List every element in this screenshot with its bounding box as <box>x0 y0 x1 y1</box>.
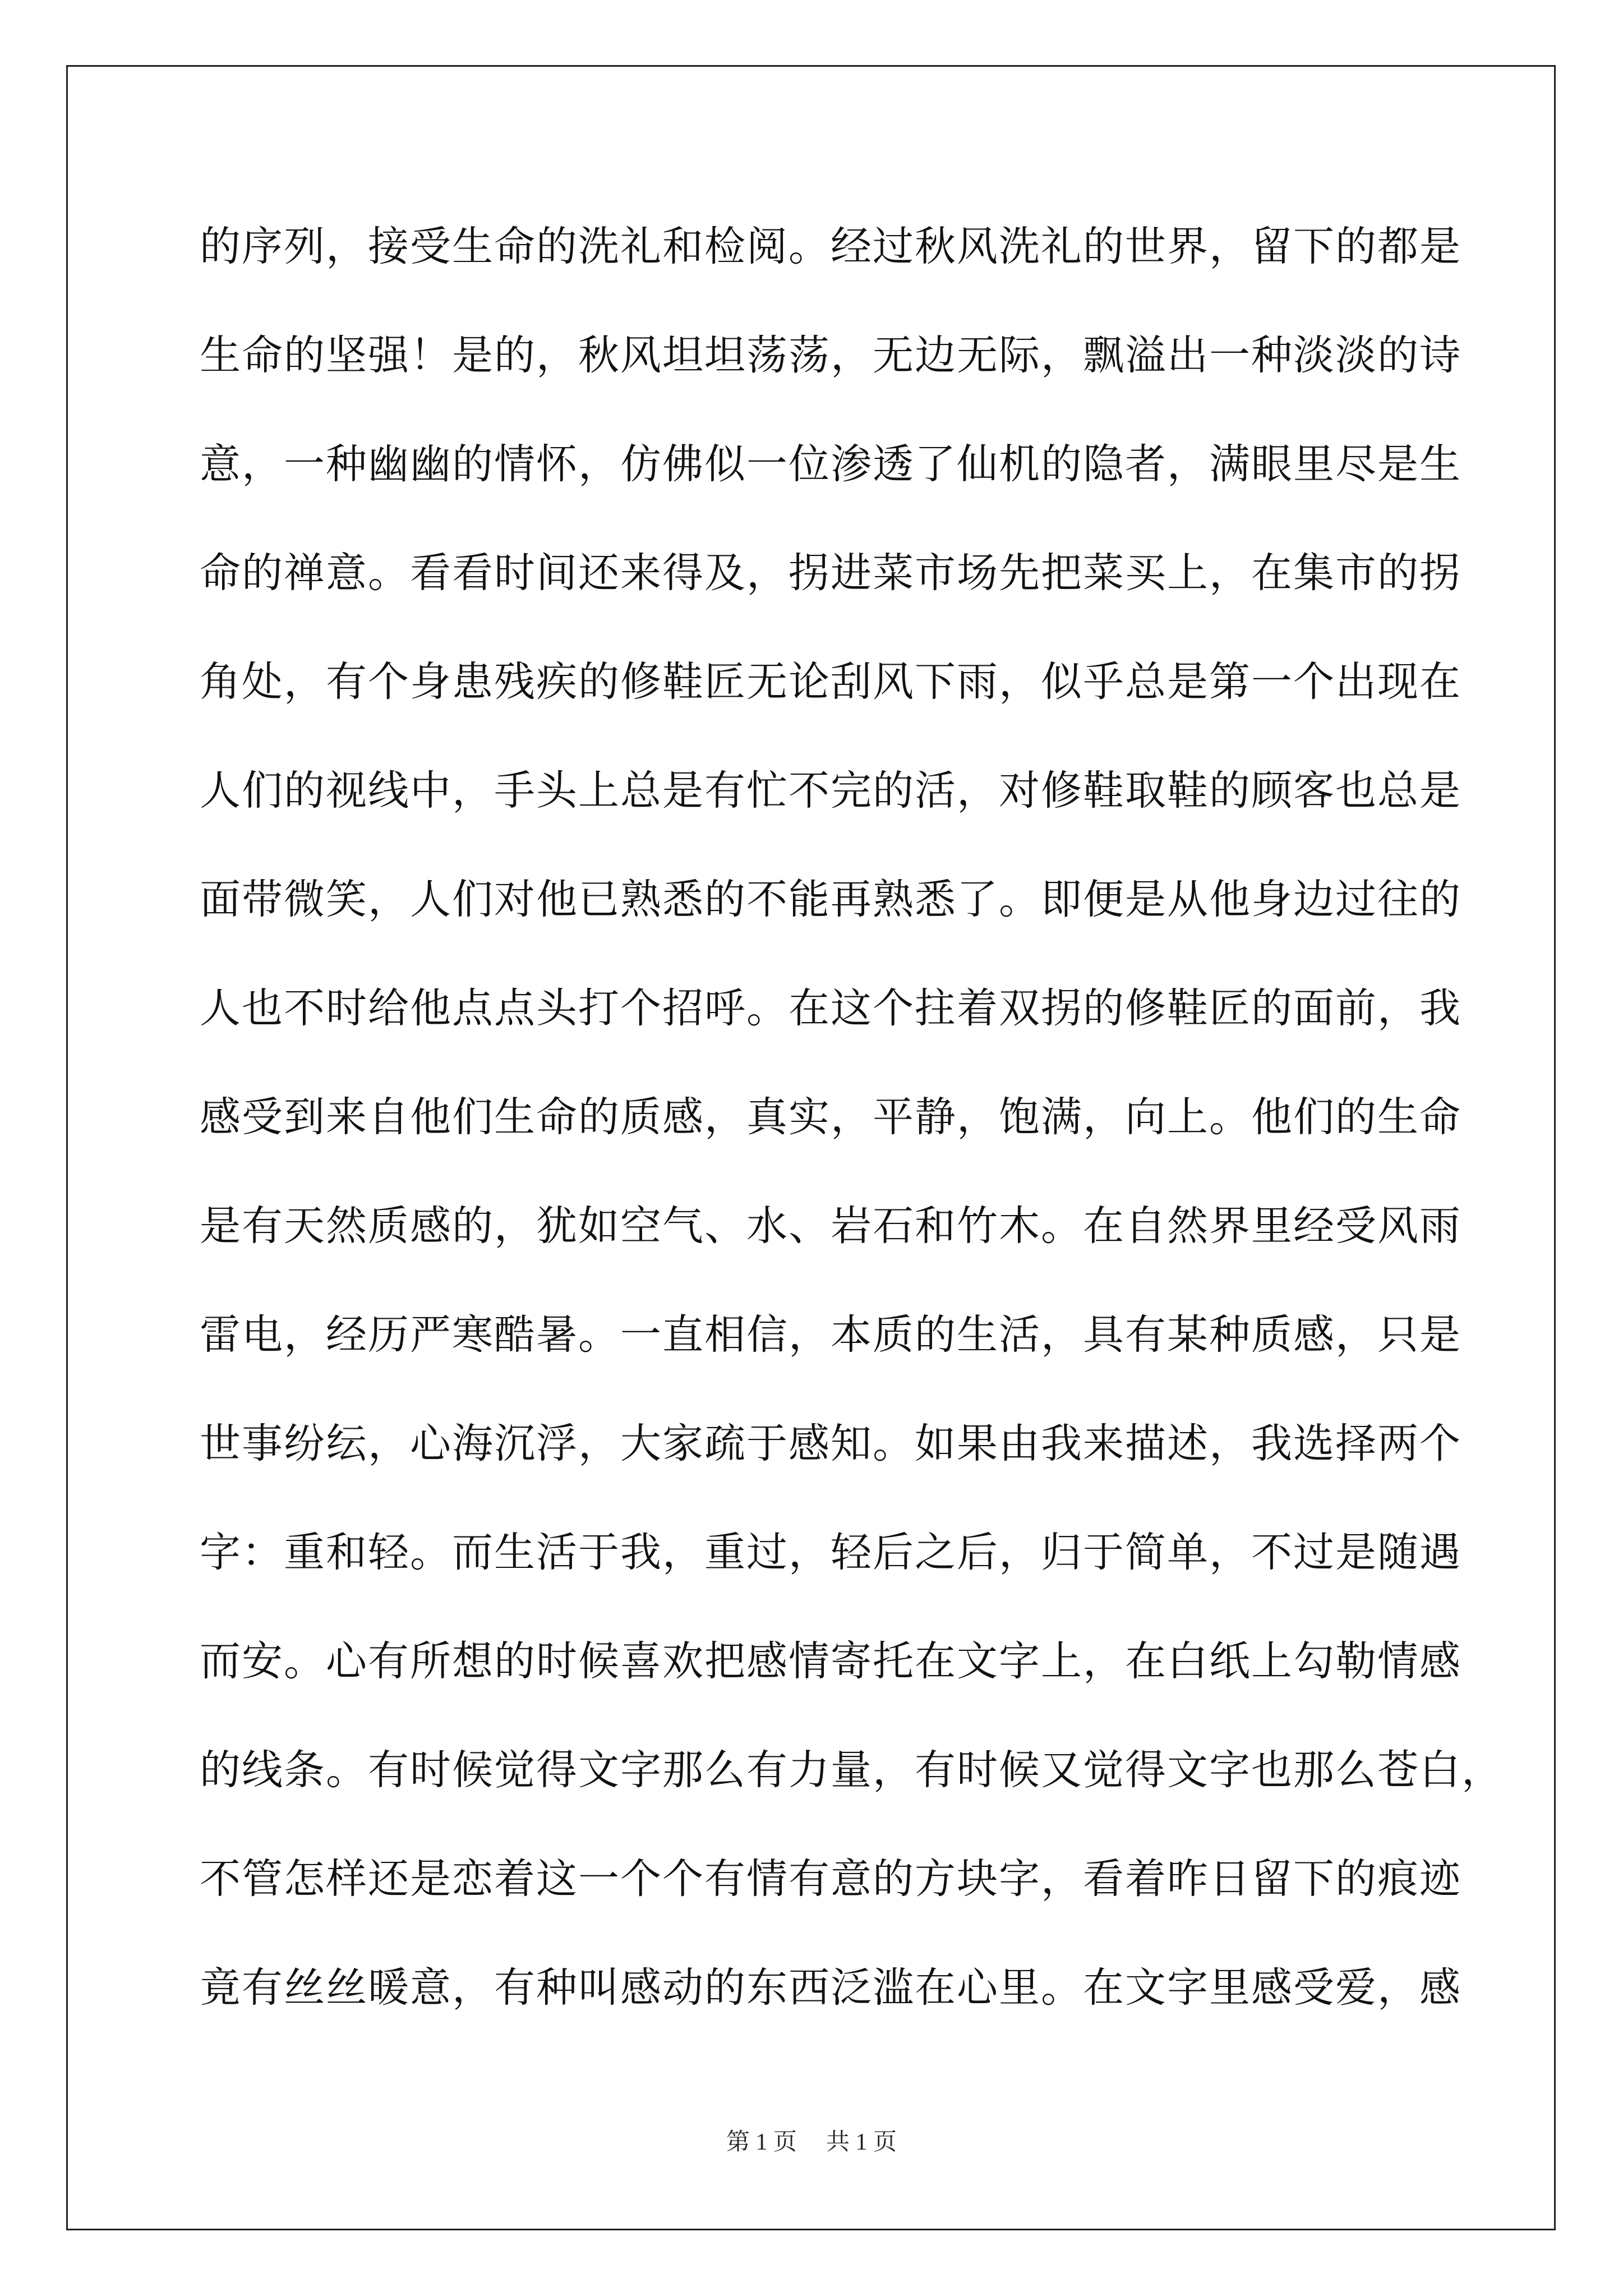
text-line-4: 命的禅意。看看时间还来得及，拐进菜市场先把菜买上，在集市的拐 <box>200 549 1461 597</box>
page-total: 共 1 页 <box>826 2129 897 2155</box>
text-line-7: 面带微笑，人们对他已熟悉的不能再熟悉了。即便是从他身边过往的 <box>200 876 1461 923</box>
text-line-14: 而安。心有所想的时候喜欢把感情寄托在文字上，在白纸上勾勒情感 <box>200 1637 1461 1685</box>
page-number: 第 1 页 <box>726 2129 797 2155</box>
text-line-5: 角处，有个身患残疾的修鞋匠无论刮风下雨，似乎总是第一个出现在 <box>200 658 1461 706</box>
text-line-12: 世事纷纭，心海沉浮，大家疏于感知。如果由我来描述，我选择两个 <box>200 1420 1461 1467</box>
document-body <box>200 216 1504 2066</box>
text-line-10: 是有天然质感的，犹如空气、水、岩石和竹木。在自然界里经受风雨 <box>200 1202 1461 1250</box>
text-line-17: 竟有丝丝暖意，有种叫感动的东西泛滥在心里。在文字里感受爱，感 <box>200 1964 1461 2012</box>
text-line-1: 的序列，接受生命的洗礼和检阅。经过秋风洗礼的世界，留下的都是 <box>200 223 1461 270</box>
text-line-9: 感受到来自他们生命的质感，真实，平静，饱满，向上。他们的生命 <box>200 1093 1461 1141</box>
text-line-3: 意，一种幽幽的情怀，仿佛似一位渗透了仙机的隐者，满眼里尽是生 <box>200 440 1461 488</box>
text-line-11: 雷电，经历严寒酷暑。一直相信，本质的生活，具有某种质感，只是 <box>200 1311 1461 1359</box>
text-line-15: 的线条。有时候觉得文字那么有力量，有时候又觉得文字也那么苍白， <box>200 1746 1504 1794</box>
text-line-6: 人们的视线中，手头上总是有忙不完的活，对修鞋取鞋的顾客也总是 <box>200 767 1461 815</box>
text-line-13: 字：重和轻。而生活于我，重过，轻后之后，归于简单，不过是随遇 <box>200 1529 1461 1576</box>
text-line-2: 生命的坚强！是的，秋风坦坦荡荡，无边无际，飘溢出一种淡淡的诗 <box>200 332 1461 379</box>
text-line-16: 不管怎样还是恋着这一个个有情有意的方块字，看着昨日留下的痕迹 <box>200 1855 1461 1903</box>
page-footer <box>0 2123 1623 2157</box>
text-line-8: 人也不时给他点点头打个招呼。在这个拄着双拐的修鞋匠的面前，我 <box>200 984 1461 1032</box>
